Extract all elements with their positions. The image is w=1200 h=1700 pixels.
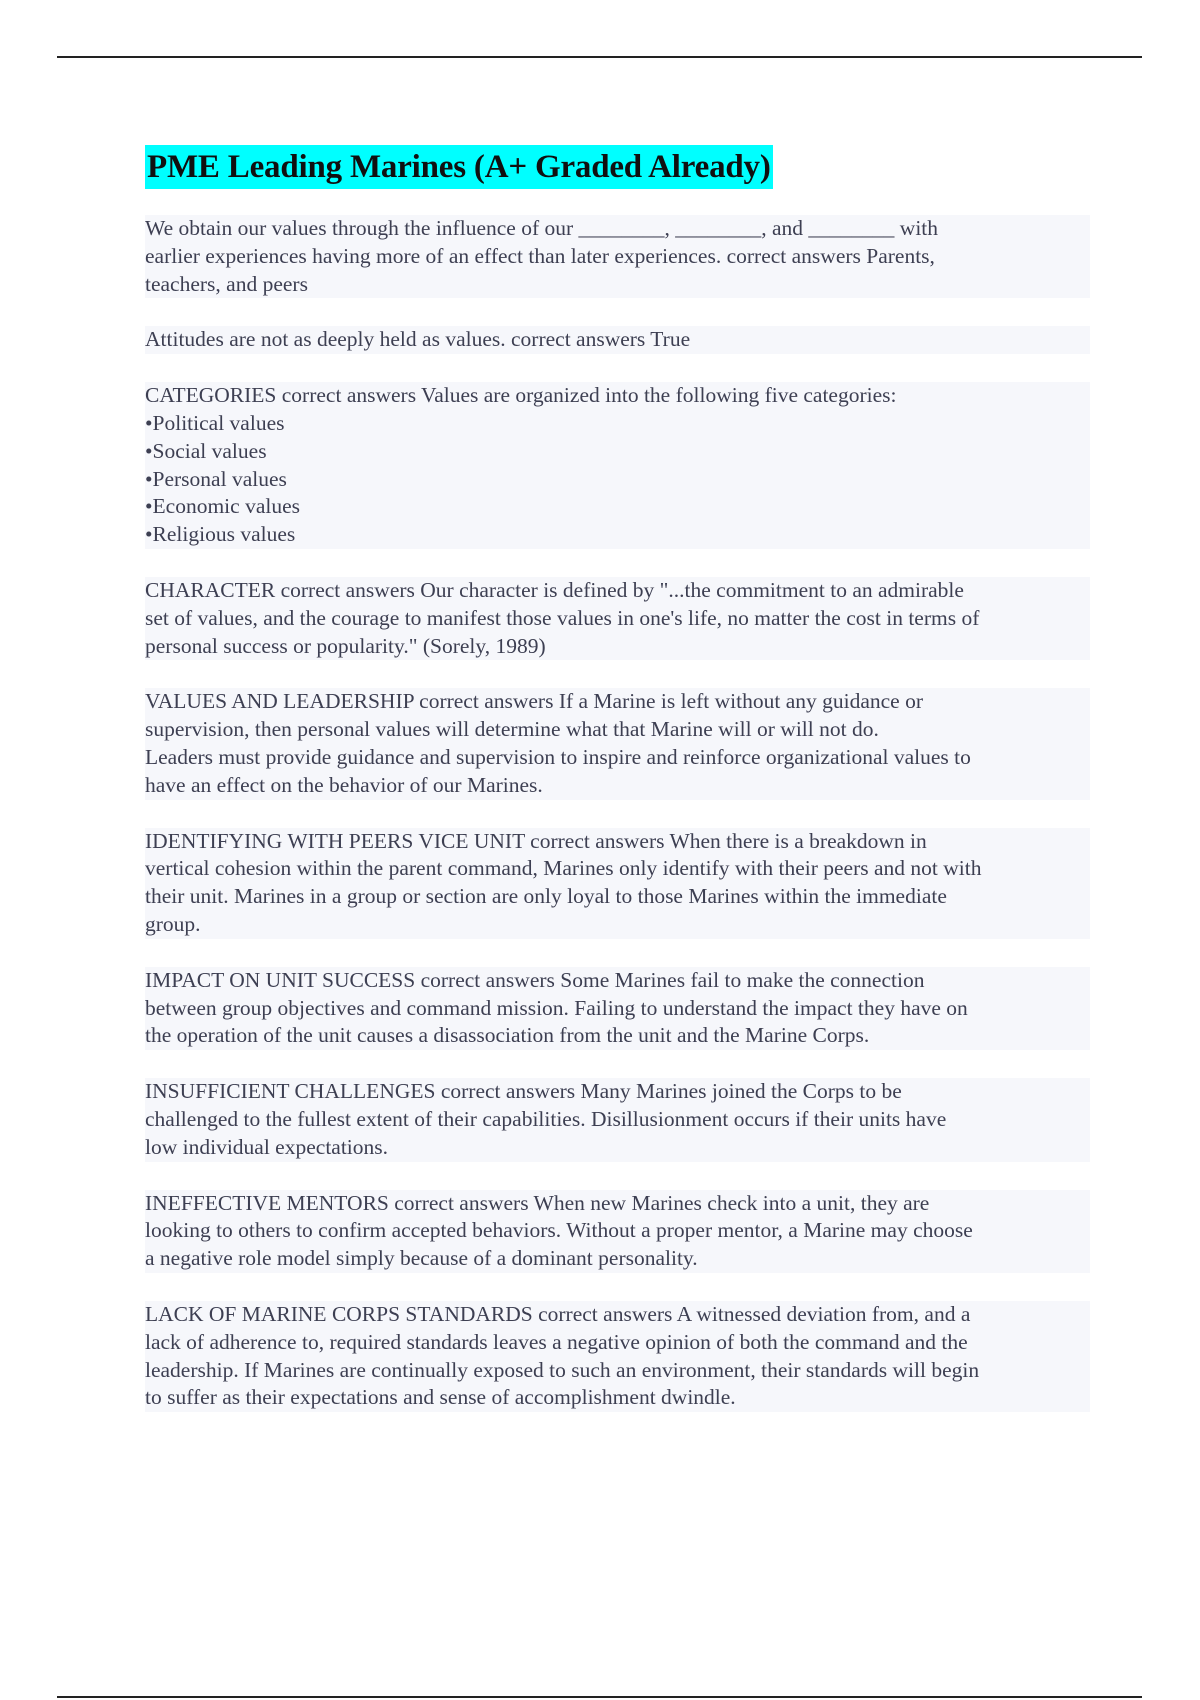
entry-line: the operation of the unit causes a disassociation from the unit and the Marine Corps. [145,1023,870,1048]
entry-line: CHARACTER correct answers Our character is defined by "...the commitment to an admirable [145,577,964,602]
entry-line: their unit. Marines in a group or section are only loyal to those Marines within the immediate [145,884,947,909]
entry-line: •Political values [145,410,285,435]
entry-line: between group objectives and command mission. Failing to understand the impact they have on [145,995,968,1020]
qa-entry [145,577,1090,660]
entry-line: set of values, and the courage to manifest those values in one's life, no matter the cost in terms of [145,605,980,630]
entry-line: low individual expectations. [145,1134,389,1159]
entry-line: personal success or popularity." (Sorely, 1989) [145,633,546,658]
entry-line: •Social values [145,438,267,463]
entry-line: have an effect on the behavior of our Marines. [145,772,543,797]
entry-line: IDENTIFYING WITH PEERS VICE UNIT correct answers When there is a breakdown in [145,828,927,853]
qa-entry [145,382,1090,549]
qa-entry [145,326,1090,354]
entry-list [145,215,1090,1412]
entry-line: IMPACT ON UNIT SUCCESS correct answers Some Marines fail to make the connection [145,967,925,992]
entry-line: challenged to the fullest extent of their capabilities. Disillusionment occurs if their units have [145,1106,947,1131]
qa-entry [145,688,1090,799]
qa-entry [145,967,1090,1050]
entry-line: vertical cohesion within the parent command, Marines only identify with their peers and not with [145,856,982,881]
document-title: PME Leading Marines (A+ Graded Already) [145,145,773,189]
bottom-divider [57,1696,1142,1698]
qa-entry [145,828,1090,939]
qa-entry [145,1078,1090,1161]
entry-line: VALUES AND LEADERSHIP correct answers If a Marine is left without any guidance or [145,689,924,714]
entry-line: INEFFECTIVE MENTORS correct answers When new Marines check into a unit, they are [145,1190,930,1215]
top-divider [57,56,1142,58]
entry-line: lack of adherence to, required standards leaves a negative opinion of both the command and the [145,1329,968,1354]
entry-line: •Economic values [145,494,300,519]
entry-line: CATEGORIES correct answers Values are organized into the following five categories: [145,383,897,408]
entry-line: •Religious values [145,522,296,547]
entry-line: •Personal values [145,466,287,491]
entry-line: looking to others to confirm accepted behaviors. Without a proper mentor, a Marine may choose [145,1218,973,1243]
entry-line: teachers, and peers [145,271,308,296]
qa-entry [145,1190,1090,1273]
entry-line: to suffer as their expectations and sense of accomplishment dwindle. [145,1385,736,1410]
entry-line: Leaders must provide guidance and supervision to inspire and reinforce organizational values to [145,744,971,769]
entry-line: group. [145,911,201,936]
qa-entry [145,215,1090,298]
entry-line: We obtain our values through the influence of our ________, ________, and ________ with [145,216,939,240]
entry-line: LACK OF MARINE CORPS STANDARDS correct answers A witnessed deviation from, and a [145,1301,971,1326]
entry-line: Attitudes are not as deeply held as values. correct answers True [145,327,691,352]
entry-line: earlier experiences having more of an effect than later experiences. correct answers Parents, [145,243,935,268]
entry-line: a negative role model simply because of a dominant personality. [145,1246,698,1271]
document-body [145,145,1090,1440]
entry-line: supervision, then personal values will determine what that Marine will or will not do. [145,717,879,742]
entry-line: INSUFFICIENT CHALLENGES correct answers Many Marines joined the Corps to be [145,1079,902,1104]
qa-entry [145,1301,1090,1412]
entry-line: leadership. If Marines are continually exposed to such an environment, their standards will begin [145,1357,980,1382]
